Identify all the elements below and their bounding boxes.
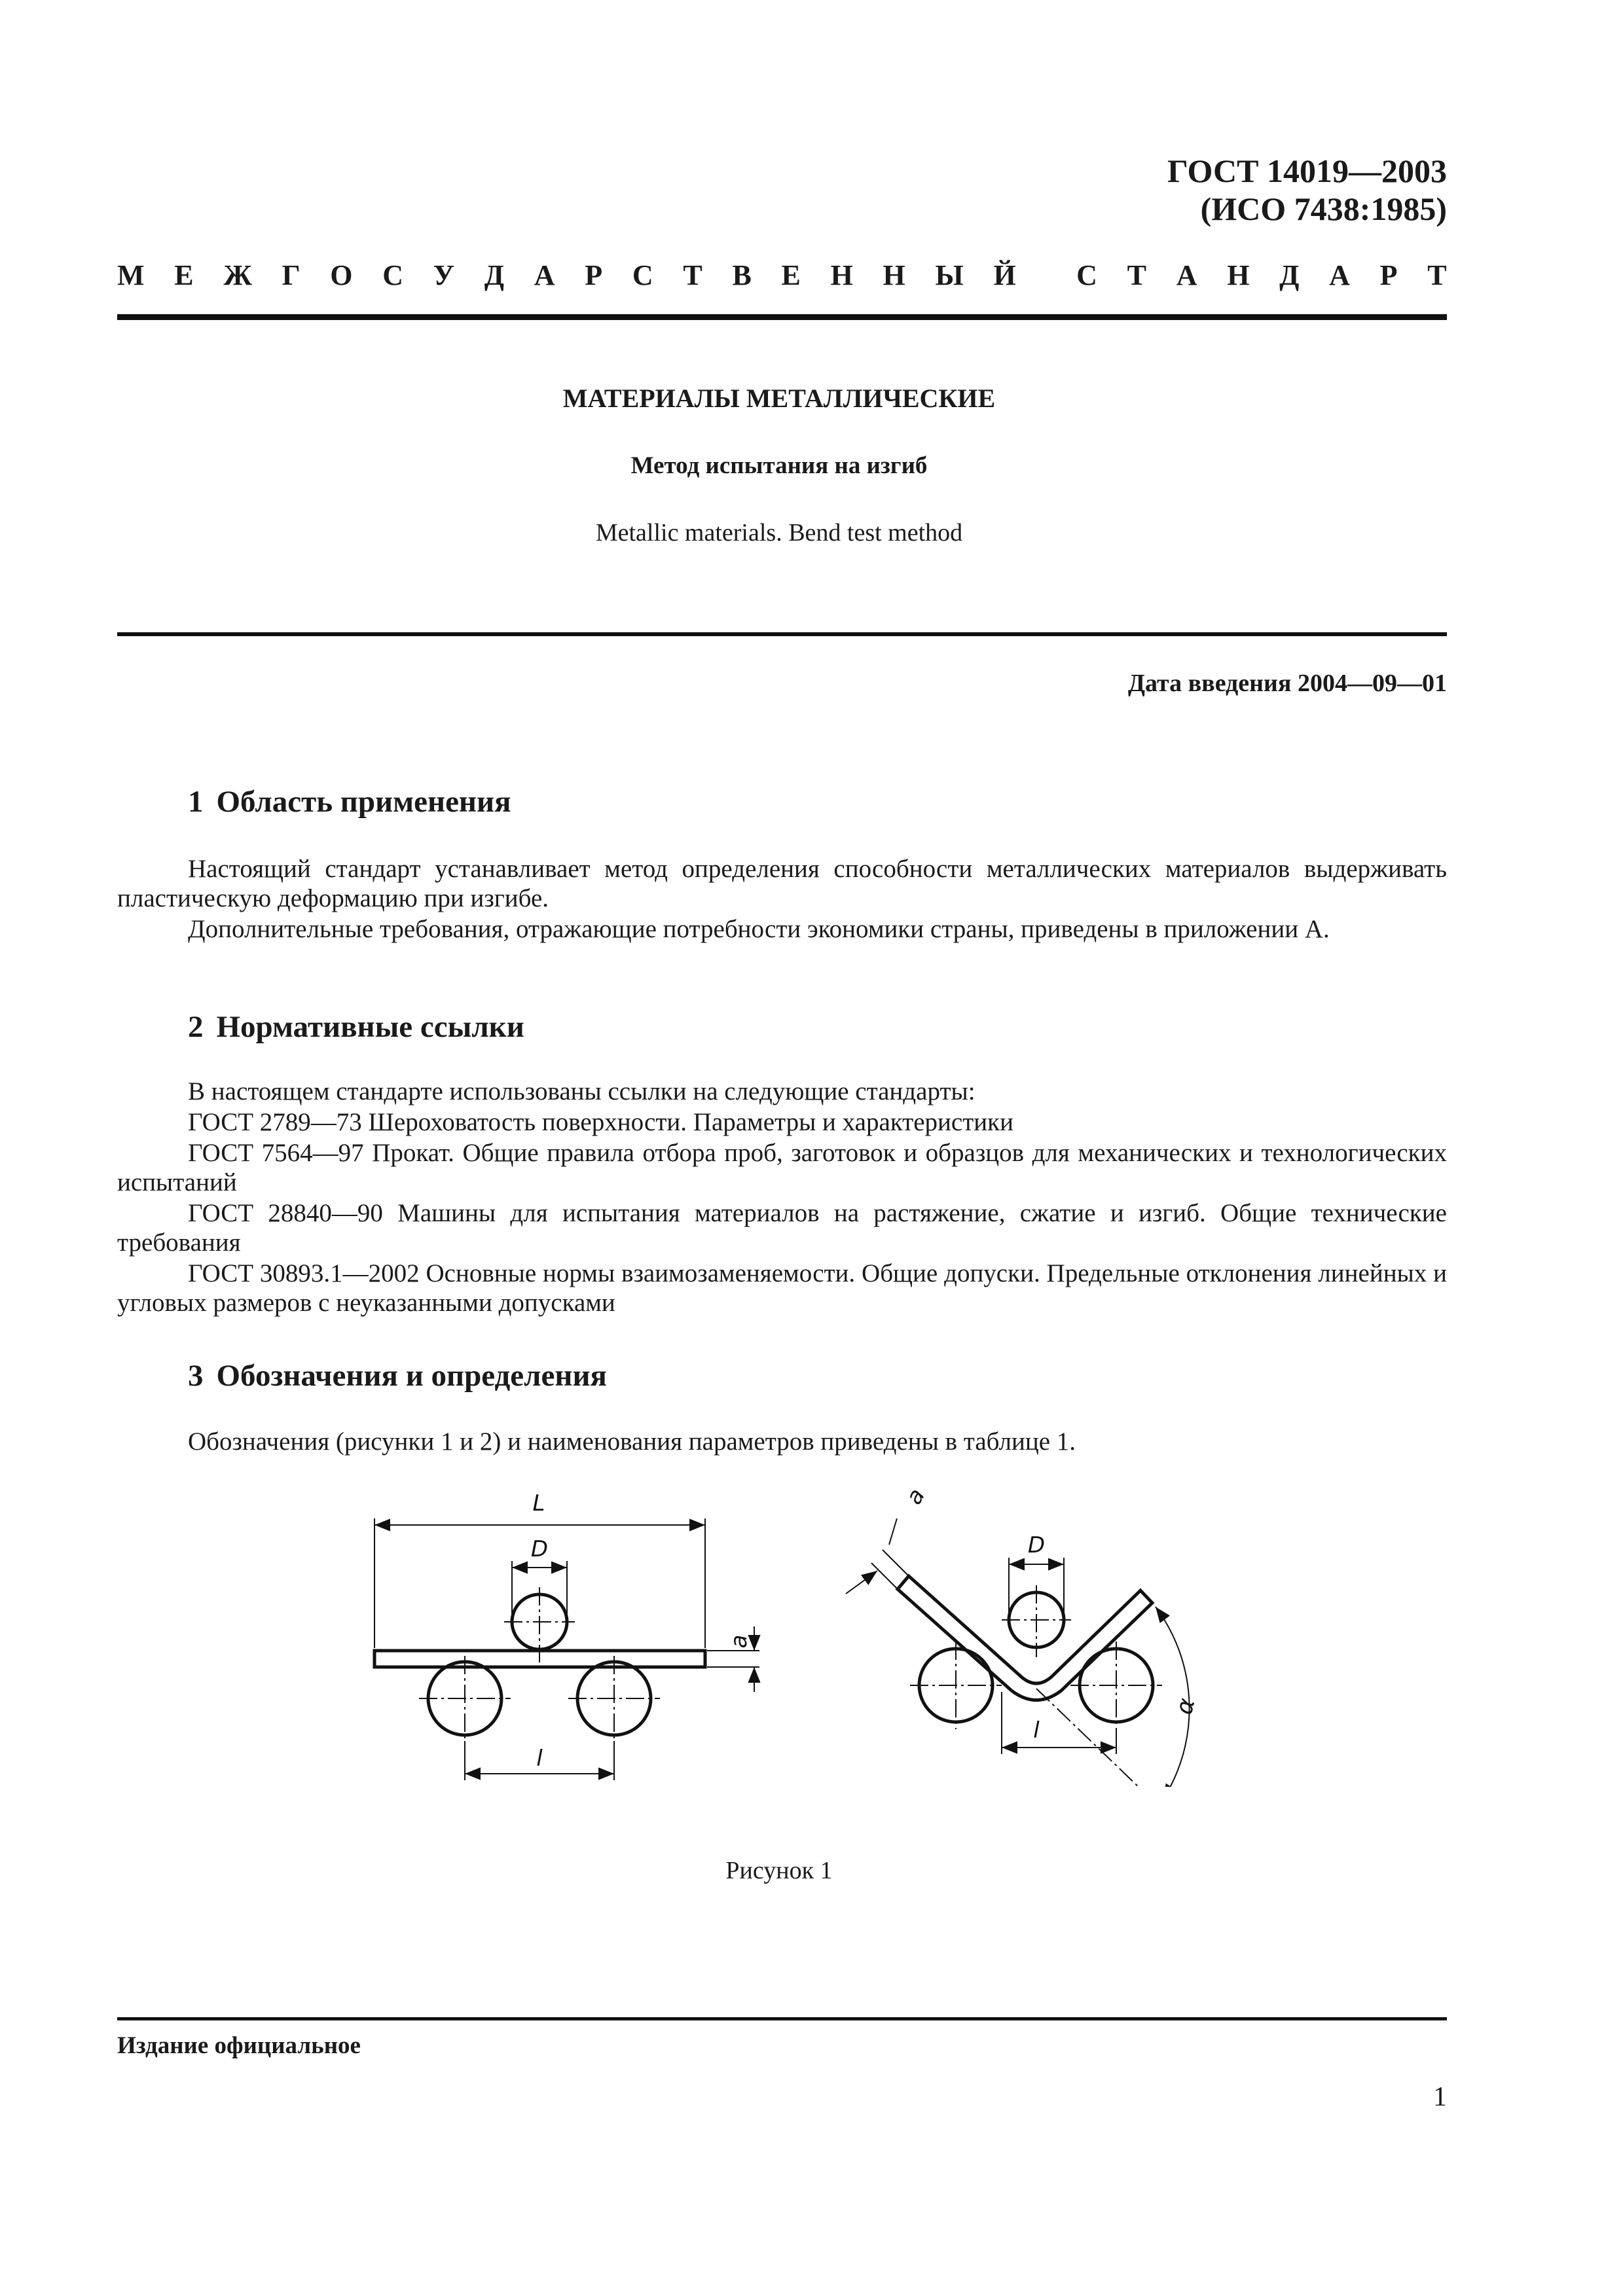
standard-type-letter: С bbox=[382, 259, 404, 291]
section-number: 1 bbox=[188, 785, 204, 819]
standard-type-letter: Е bbox=[781, 259, 801, 291]
standard-type-letter: В bbox=[732, 259, 752, 291]
label-D: D bbox=[530, 1536, 549, 1562]
document-title-english: Metallic materials. Bend test method bbox=[595, 519, 963, 547]
label-a: a bbox=[726, 1634, 752, 1649]
section-number: 3 bbox=[188, 1359, 204, 1393]
standard-type-letter: А bbox=[1176, 259, 1197, 291]
iso-number: (ИСО 7438:1985) bbox=[1200, 190, 1447, 227]
standard-type-letter: Ж bbox=[223, 259, 252, 291]
document-title: МАТЕРИАЛЫ МЕТАЛЛИЧЕСКИЕ bbox=[562, 384, 996, 413]
standard-type-letter: Н bbox=[883, 259, 905, 291]
standard-type-letter: Ы bbox=[935, 259, 964, 291]
reference-item: ГОСТ 2789—73 Шероховатость поверхности. Параметры и характеристики bbox=[188, 1108, 1013, 1136]
footer-rule bbox=[117, 2017, 1447, 2020]
reference-item: ГОСТ 30893.1—2002 Основные нормы взаимозаменяемости. Общие допуски. Предельные отклонения линейных и угловых размеров с неуказанными допусками bbox=[117, 1259, 1447, 1317]
section-title: Нормативные ссылки bbox=[216, 1010, 524, 1044]
standard-type-letter: Н bbox=[830, 259, 853, 291]
standard-type-letter: Р bbox=[1379, 259, 1398, 291]
label-alpha: α bbox=[1171, 1695, 1201, 1717]
label-l: l bbox=[536, 1746, 543, 1772]
standard-type-letter: О bbox=[330, 259, 353, 291]
section-heading bbox=[188, 1009, 524, 1045]
standard-type-letter: Е bbox=[174, 259, 194, 291]
label-l: l bbox=[1033, 1717, 1040, 1744]
specimen-before-bending bbox=[374, 1490, 759, 1780]
paragraph: Обозначения (рисунки 1 и 2) и наименования параметров приведены в таблице 1. bbox=[188, 1427, 1076, 1456]
standard-type-letter: Т bbox=[683, 259, 702, 291]
standard-type-letter: С bbox=[632, 259, 653, 291]
standard-type-letter: С bbox=[1076, 259, 1097, 291]
reference-item: ГОСТ 28840—90 Машины для испытания материалов на растяжение, сжатие и изгиб. Общие технические требования bbox=[117, 1199, 1447, 1257]
label-L: L bbox=[532, 1490, 545, 1516]
bend-test-figure bbox=[340, 1473, 1250, 1787]
section-title: Область применения bbox=[216, 785, 511, 819]
figure-caption: Рисунок 1 bbox=[725, 1857, 833, 1884]
standard-type-letter: У bbox=[433, 259, 455, 291]
label-D: D bbox=[1027, 1532, 1046, 1558]
standard-type-letter: Р bbox=[585, 259, 603, 291]
section-title: Обозначения и определения bbox=[216, 1359, 607, 1393]
header-rule bbox=[117, 314, 1447, 320]
standard-type-heading bbox=[117, 259, 1447, 292]
section-heading bbox=[188, 1358, 607, 1393]
standard-type-letter: Й bbox=[993, 259, 1016, 291]
paragraph: Настоящий стандарт устанавливает метод определения способности металлических материалов выдерживать пластическую деформацию при изгибе. bbox=[117, 855, 1447, 912]
standard-type-letter: Н bbox=[1227, 259, 1250, 291]
standard-type-letter: Д bbox=[484, 259, 505, 291]
standard-type-letter: М bbox=[117, 259, 145, 291]
label-a: a bbox=[900, 1484, 931, 1509]
section-number: 2 bbox=[188, 1010, 204, 1044]
paragraph: В настоящем стандарте использованы ссылки на следующие стандарты: bbox=[188, 1077, 976, 1105]
document-subtitle: Метод испытания на изгиб bbox=[630, 452, 928, 479]
section-heading bbox=[188, 784, 511, 819]
gost-number: ГОСТ 14019—2003 bbox=[1167, 152, 1447, 189]
reference-item: ГОСТ 7564—97 Прокат. Общие правила отбора проб, заготовок и образцов для механических и технологических испытаний bbox=[117, 1139, 1447, 1196]
title-rule bbox=[117, 632, 1447, 636]
document-number bbox=[1167, 152, 1447, 228]
standard-type-letter: А bbox=[1329, 259, 1350, 291]
introduction-date: Дата введения 2004—09—01 bbox=[1127, 670, 1447, 697]
page-number: 1 bbox=[1433, 2082, 1447, 2112]
edition-note: Издание официальное bbox=[117, 2032, 361, 2059]
specimen-after-bending bbox=[846, 1484, 1201, 1787]
standard-type-letter: А bbox=[534, 259, 555, 291]
standard-type-letter: Т bbox=[1427, 259, 1447, 291]
standard-type-letter: Г bbox=[282, 259, 301, 291]
standard-type-letter: Т bbox=[1127, 259, 1146, 291]
standard-type-letter: Д bbox=[1279, 259, 1300, 291]
paragraph: Дополнительные требования, отражающие потребности экономики страны, приведены в приложении А. bbox=[188, 915, 1330, 943]
